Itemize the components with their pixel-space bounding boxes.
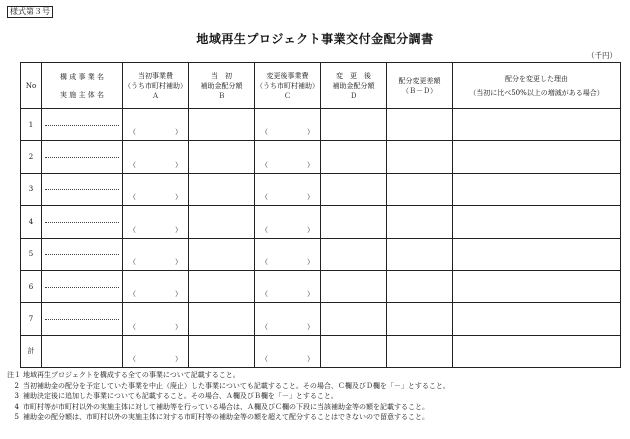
row-number: 1 [21, 109, 42, 141]
row-number: 計 [21, 335, 42, 367]
table-row [21, 109, 621, 141]
revised-allocation-cell[interactable] [321, 335, 387, 367]
paren-subamount: （ ） [261, 128, 314, 137]
difference-cell[interactable] [387, 173, 453, 205]
initial-allocation-cell[interactable] [189, 141, 255, 173]
header-a: 当初事業費 （うち市町村補助） Ａ [123, 63, 189, 109]
paren-subamount: （ ） [261, 290, 314, 299]
header-b: 当 初 補助金配分額 Ｂ [189, 63, 255, 109]
paren-subamount: （ ） [129, 225, 182, 234]
header-implementer: 実 施 主 体 名 [60, 90, 104, 99]
initial-allocation-cell[interactable] [189, 270, 255, 302]
unit-label: （千円） [587, 51, 617, 60]
difference-cell[interactable] [387, 141, 453, 173]
revised-cost-cell[interactable] [255, 335, 321, 367]
note-item: 5 補助金の配分額は、市町村以外の実施主体に対する市町村等の補助金等の額を超えて配分することはできないので留意すること。 [14, 413, 429, 421]
initial-allocation-cell[interactable] [189, 206, 255, 238]
table-row [21, 141, 621, 173]
paren-subamount: （ ） [129, 193, 182, 202]
dotted-divider [45, 222, 119, 223]
row-number: 2 [21, 141, 42, 173]
initial-cost-cell[interactable] [123, 270, 189, 302]
paren-subamount: （ ） [129, 322, 182, 331]
paren-subamount: （ ） [129, 355, 182, 363]
initial-allocation-cell[interactable] [189, 109, 255, 141]
project-name-cell[interactable] [42, 303, 123, 335]
revised-allocation-cell[interactable] [321, 206, 387, 238]
initial-cost-cell[interactable] [123, 109, 189, 141]
dotted-divider [45, 319, 119, 320]
notes [7, 370, 450, 423]
difference-cell[interactable] [387, 335, 453, 367]
note-item: 3 補助決定後に追加した事業についても記載すること。その場合、Ａ欄及びＢ欄を「－」とすること。 [14, 392, 338, 400]
initial-cost-cell[interactable] [123, 141, 189, 173]
dotted-divider [45, 189, 119, 190]
project-name-cell[interactable] [42, 270, 123, 302]
dotted-divider [45, 125, 119, 126]
revised-cost-cell[interactable] [255, 206, 321, 238]
row-number: 6 [21, 270, 42, 302]
row-number: 7 [21, 303, 42, 335]
note-item: 4 市町村等が市町村以外の実施主体に対して補助等を行っている場合は、Ａ欄及びＣ欄の下段に当該補助金等の額を記載すること。 [14, 402, 429, 411]
reason-cell[interactable] [453, 238, 621, 270]
paren-subamount: （ ） [261, 322, 314, 331]
header-d: 変 更 後 補助金配分額 Ｄ [321, 63, 387, 109]
reason-cell[interactable] [453, 206, 621, 238]
dotted-divider [45, 254, 119, 255]
initial-allocation-cell[interactable] [189, 173, 255, 205]
allocation-table [20, 62, 621, 368]
paren-subamount: （ ） [261, 355, 314, 363]
table-row [21, 270, 621, 302]
paren-subamount: （ ） [261, 225, 314, 234]
revised-allocation-cell[interactable] [321, 109, 387, 141]
revised-cost-cell[interactable] [255, 109, 321, 141]
revised-allocation-cell[interactable] [321, 173, 387, 205]
header-diff: 配分変更差額 （Ｂ－Ｄ） [387, 63, 453, 109]
revised-allocation-cell[interactable] [321, 238, 387, 270]
difference-cell[interactable] [387, 303, 453, 335]
table-row [21, 238, 621, 270]
reason-cell[interactable] [453, 173, 621, 205]
dotted-divider [45, 157, 119, 158]
note-item: 2 当初補助金の配分を予定していた事業を中止（廃止）した事業についても記載すること。その場合、Ｃ欄及びＤ欄を「－」とすること。 [14, 381, 450, 390]
initial-cost-cell[interactable] [123, 173, 189, 205]
table-row [21, 303, 621, 335]
dotted-divider [45, 287, 119, 288]
project-name-cell[interactable] [42, 109, 123, 141]
initial-allocation-cell[interactable] [189, 303, 255, 335]
initial-cost-cell[interactable] [123, 303, 189, 335]
header-reason: 配分を変更した理由 （当初に比べ50%以上の増減がある場合） [453, 63, 621, 109]
page-title: 地域再生プロジェクト事業交付金配分調書 [196, 32, 434, 46]
reason-cell[interactable] [453, 270, 621, 302]
paren-subamount: （ ） [261, 257, 314, 266]
initial-cost-cell[interactable] [123, 238, 189, 270]
paren-subamount: （ ） [261, 160, 314, 169]
row-number: 4 [21, 206, 42, 238]
note-item: 注１ 地域再生プロジェクトを構成する全ての事業について記載すること。 [7, 371, 240, 379]
row-number: 3 [21, 173, 42, 205]
paren-subamount: （ ） [129, 128, 182, 137]
reason-cell[interactable] [453, 303, 621, 335]
revised-allocation-cell[interactable] [321, 270, 387, 302]
reason-cell[interactable] [453, 335, 621, 367]
reason-cell[interactable] [453, 141, 621, 173]
header-row [21, 63, 621, 109]
revised-cost-cell[interactable] [255, 270, 321, 302]
header-no: No [21, 63, 42, 109]
table-row [21, 335, 621, 367]
paren-subamount: （ ） [129, 290, 182, 299]
difference-cell[interactable] [387, 109, 453, 141]
project-name-cell[interactable] [42, 335, 123, 367]
difference-cell[interactable] [387, 270, 453, 302]
header-c: 変更後事業費 （うち市町村補助） Ｃ [255, 63, 321, 109]
initial-cost-cell[interactable] [123, 335, 189, 367]
project-name-cell[interactable] [42, 238, 123, 270]
project-name-cell[interactable] [42, 173, 123, 205]
revised-cost-cell[interactable] [255, 173, 321, 205]
reason-cell[interactable] [453, 109, 621, 141]
revised-cost-cell[interactable] [255, 238, 321, 270]
form-number: 様式第３号 [7, 6, 53, 18]
revised-allocation-cell[interactable] [321, 303, 387, 335]
initial-allocation-cell[interactable] [189, 238, 255, 270]
header-project [42, 63, 123, 109]
project-name-cell[interactable] [42, 141, 123, 173]
paren-subamount: （ ） [129, 160, 182, 169]
project-name-cell[interactable] [42, 206, 123, 238]
paren-subamount: （ ） [129, 257, 182, 266]
difference-cell[interactable] [387, 206, 453, 238]
table-row [21, 173, 621, 205]
paren-subamount: （ ） [261, 193, 314, 202]
difference-cell[interactable] [387, 238, 453, 270]
revised-cost-cell[interactable] [255, 303, 321, 335]
row-number: 5 [21, 238, 42, 270]
initial-cost-cell[interactable] [123, 206, 189, 238]
initial-allocation-cell[interactable] [189, 335, 255, 367]
table-row [21, 206, 621, 238]
revised-cost-cell[interactable] [255, 141, 321, 173]
revised-allocation-cell[interactable] [321, 141, 387, 173]
header-project-name: 構 成 事 業 名 [60, 72, 104, 81]
